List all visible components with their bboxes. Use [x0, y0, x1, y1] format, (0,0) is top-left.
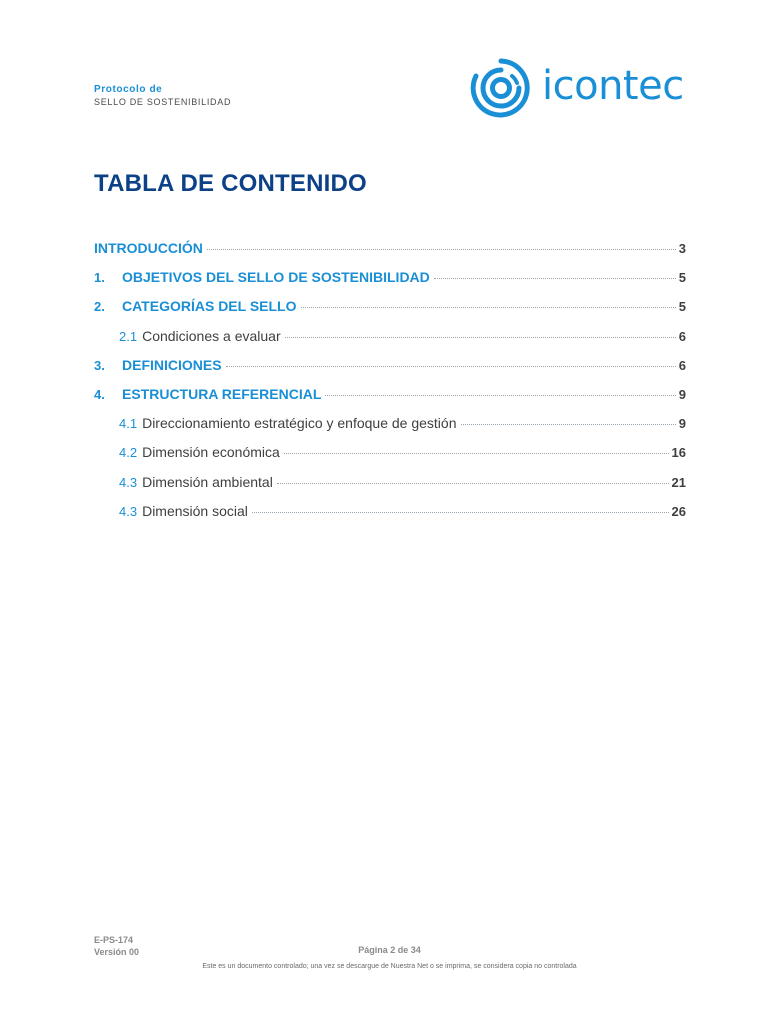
- logo-wordmark: icontec: [542, 63, 684, 109]
- dot-leader: [301, 307, 676, 308]
- doc-version: Versión 00: [94, 947, 140, 957]
- icontec-logo: [468, 56, 688, 120]
- toc-entry-page: 9: [678, 386, 686, 402]
- dot-leader: [207, 249, 676, 250]
- toc-entry-page: 21: [671, 474, 686, 490]
- toc-entry-label: DEFINICIONES: [122, 356, 222, 373]
- toc-entry-page: 6: [678, 357, 686, 373]
- toc-entry-social[interactable]: [94, 503, 686, 532]
- toc-entry-page: 9: [678, 416, 686, 432]
- toc-entry-number: 4.1: [119, 416, 138, 432]
- toc-entry-number: 1.: [94, 270, 105, 286]
- toc-entry-number: 4.2: [119, 445, 138, 461]
- toc-entry-label: OBJETIVOS DEL SELLO DE SOSTENIBILIDAD: [122, 269, 430, 286]
- dot-leader: [325, 395, 675, 396]
- dot-leader: [285, 337, 676, 338]
- toc-entry-definiciones[interactable]: [94, 357, 686, 386]
- toc-entry-label: CATEGORÍAS DEL SELLO: [122, 298, 297, 315]
- toc-entry-economica[interactable]: [94, 444, 686, 473]
- page-title: TABLA DE CONTENIDO: [94, 170, 367, 197]
- toc-entry-page: 16: [671, 445, 686, 461]
- toc-entry-page: 5: [678, 270, 686, 286]
- toc-entry-page: 26: [671, 503, 686, 519]
- dot-leader: [226, 366, 676, 367]
- toc-entry-number: 2.: [94, 299, 105, 315]
- table-of-contents: [94, 240, 686, 532]
- toc-entry-label: Condiciones a evaluar: [142, 327, 281, 344]
- toc-entry-categorias[interactable]: [94, 298, 686, 327]
- toc-entry-page: 3: [678, 241, 686, 256]
- toc-entry-number: 4.3: [119, 503, 138, 519]
- toc-entry-page: 5: [678, 299, 686, 315]
- dot-leader: [284, 453, 669, 454]
- controlled-copy-note: Este es un documento controlado; una vez se descargue de Nuestra Net o se imprima, se considera copia no controlada: [202, 963, 577, 970]
- icontec-logo-icon: [468, 56, 534, 120]
- page-number: Página 2 de 34: [358, 945, 421, 955]
- toc-entry-estructura[interactable]: [94, 386, 686, 415]
- toc-entry-number: 3.: [94, 357, 105, 373]
- toc-entry-introduccion[interactable]: [94, 240, 686, 269]
- toc-entry-label: ESTRUCTURA REFERENCIAL: [122, 385, 322, 402]
- toc-entry-objetivos[interactable]: [94, 269, 686, 298]
- toc-entry-number: 4.3: [119, 474, 138, 490]
- doc-code: E-PS-174: [94, 935, 134, 945]
- dot-leader: [461, 424, 676, 425]
- toc-entry-number: 4.: [94, 386, 105, 402]
- dot-leader: [252, 512, 669, 513]
- toc-entry-condiciones[interactable]: [94, 328, 686, 357]
- toc-entry-number: 2.1: [119, 328, 138, 344]
- toc-entry-ambiental[interactable]: [94, 474, 686, 503]
- doc-kicker: Protocolo de: [94, 84, 163, 95]
- toc-entry-label: INTRODUCCIÓN: [94, 240, 203, 256]
- toc-entry-label: Dimensión ambiental: [142, 473, 273, 490]
- toc-entry-label: Direccionamiento estratégico y enfoque de gestión: [142, 415, 457, 432]
- toc-entry-direccionamiento[interactable]: [94, 415, 686, 444]
- doc-subtitle: SELLO DE SOSTENIBILIDAD: [94, 97, 232, 107]
- toc-entry-label: Dimensión social: [142, 502, 248, 519]
- toc-entry-label: Dimensión económica: [142, 444, 280, 461]
- dot-leader: [434, 278, 676, 279]
- dot-leader: [277, 483, 669, 484]
- toc-entry-page: 6: [678, 328, 686, 344]
